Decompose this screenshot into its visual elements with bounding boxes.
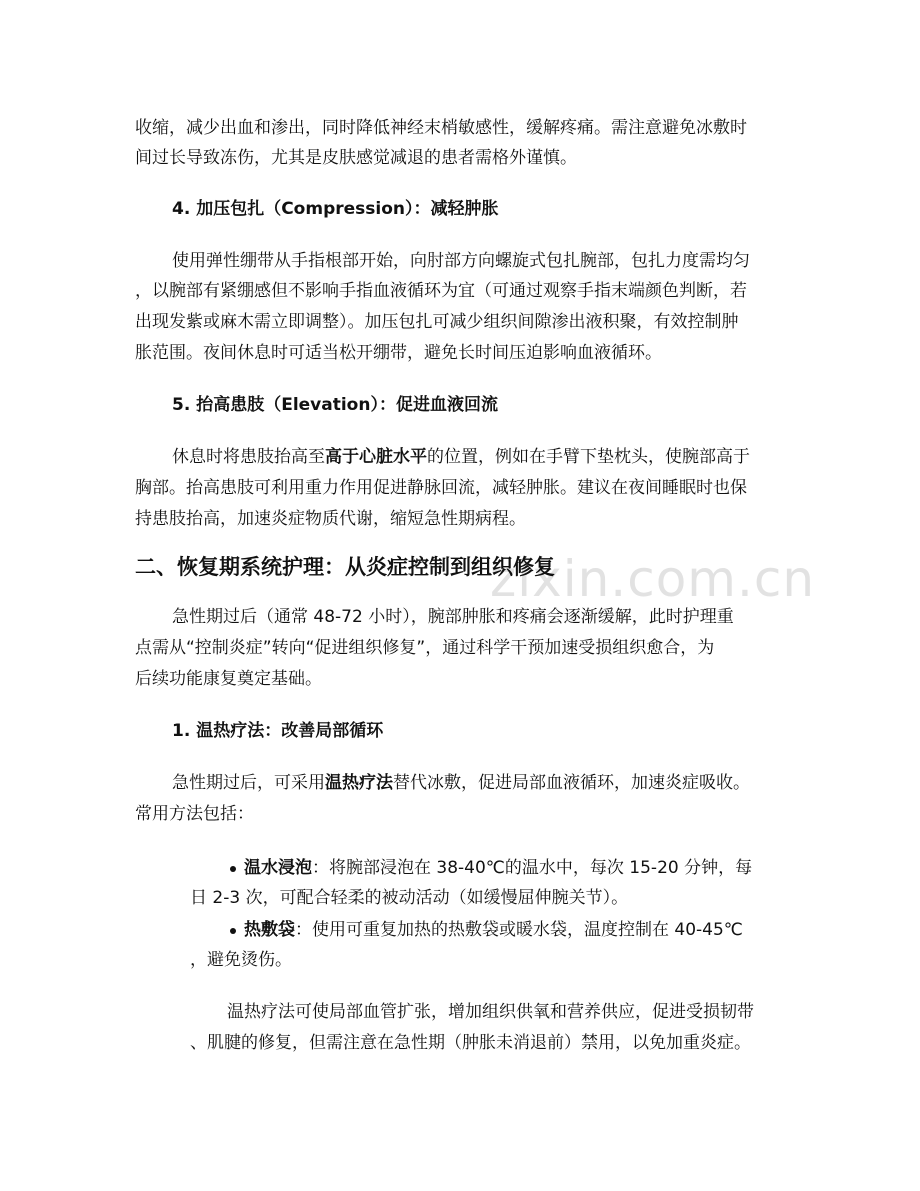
list-item-continuation: 日 2-3 次，可配合轻柔的被动活动（如缓慢屈伸腕关节）。: [190, 888, 629, 908]
paragraph-line: 持患肢抬高，加速炎症物质代谢，缩短急性期病程。: [135, 509, 526, 529]
heading-compression: 4. 加压包扎（Compression）：减轻肿胀: [172, 199, 499, 219]
list-item-term: 温水浸泡: [244, 858, 312, 878]
paragraph-line: 、肌腱的修复，但需注意在急性期（肿胀未消退前）禁用，以免加重炎症。: [190, 1033, 751, 1053]
paragraph-line: ，以腕部有紧绷感但不影响手指血液循环为宜（可通过观察手指末端颜色判断，若: [135, 281, 747, 301]
list-item-continuation: ，避免烫伤。: [190, 950, 292, 970]
list-item: [244, 858, 752, 878]
paragraph-line: 温热疗法可使局部血管扩张，增加组织供氧和营养供应，促进受损韧带: [227, 1002, 754, 1022]
paragraph-line: 胀范围。夜间休息时可适当松开绷带，避免长时间压迫影响血液循环。: [135, 343, 662, 363]
paragraph-line: [172, 773, 750, 793]
paragraph-line: 使用弹性绷带从手指根部开始，向肘部方向螺旋式包扎腕部，包扎力度需均匀: [172, 251, 750, 271]
text-run: 替代冰敷，促进局部血液循环，加速炎症吸收。: [393, 773, 750, 793]
heading-heat: 1. 温热疗法：改善局部循环: [172, 721, 384, 741]
emphasis-text: 高于心脏水平: [325, 447, 427, 467]
paragraph-line: 急性期过后（通常 48-72 小时），腕部肿胀和疼痛会逐渐缓解，此时护理重: [172, 607, 734, 627]
paragraph-line: 点需从“控制炎症”转向“促进组织修复”，通过科学干预加速受损组织愈合，为: [135, 638, 715, 658]
watermark: zixin.com.cn: [490, 550, 816, 608]
text-run: 的位置，例如在手臂下垫枕头，使腕部高于: [427, 447, 750, 467]
paragraph-line: 收缩，减少出血和渗出，同时降低神经末梢敏感性，缓解疼痛。需注意避免冰敷时: [135, 118, 747, 138]
text-run: 急性期过后，可采用: [172, 773, 325, 793]
paragraph-line: [172, 447, 750, 467]
heading-elevation: 5. 抬高患肢（Elevation）：促进血液回流: [172, 395, 498, 415]
list-item-text: ：使用可重复加热的热敷袋或暖水袋，温度控制在 40-45℃: [295, 920, 743, 940]
text-run: 休息时将患肢抬高至: [172, 447, 325, 467]
paragraph-line: 间过长导致冻伤，尤其是皮肤感觉减退的患者需格外谨慎。: [135, 148, 577, 168]
emphasis-text: 温热疗法: [325, 773, 393, 793]
paragraph-line: 后续功能康复奠定基础。: [135, 669, 322, 689]
list-item: [244, 920, 743, 940]
list-item-text: ：将腕部浸泡在 38-40℃的温水中，每次 15-20 分钟，每: [312, 858, 753, 878]
paragraph-line: 出现发紫或麻木需立即调整）。加压包扎可减少组织间隙渗出液积聚，有效控制肿: [135, 312, 739, 332]
paragraph-line: 常用方法包括：: [135, 804, 254, 824]
bullet-icon: [230, 866, 236, 872]
bullet-icon: [230, 928, 236, 934]
paragraph-line: 胸部。抬高患肢可利用重力作用促进静脉回流，减轻肿胀。建议在夜间睡眠时也保: [135, 478, 747, 498]
list-item-term: 热敷袋: [244, 920, 295, 940]
section-heading: 二、恢复期系统护理：从炎症控制到组织修复: [135, 555, 555, 579]
